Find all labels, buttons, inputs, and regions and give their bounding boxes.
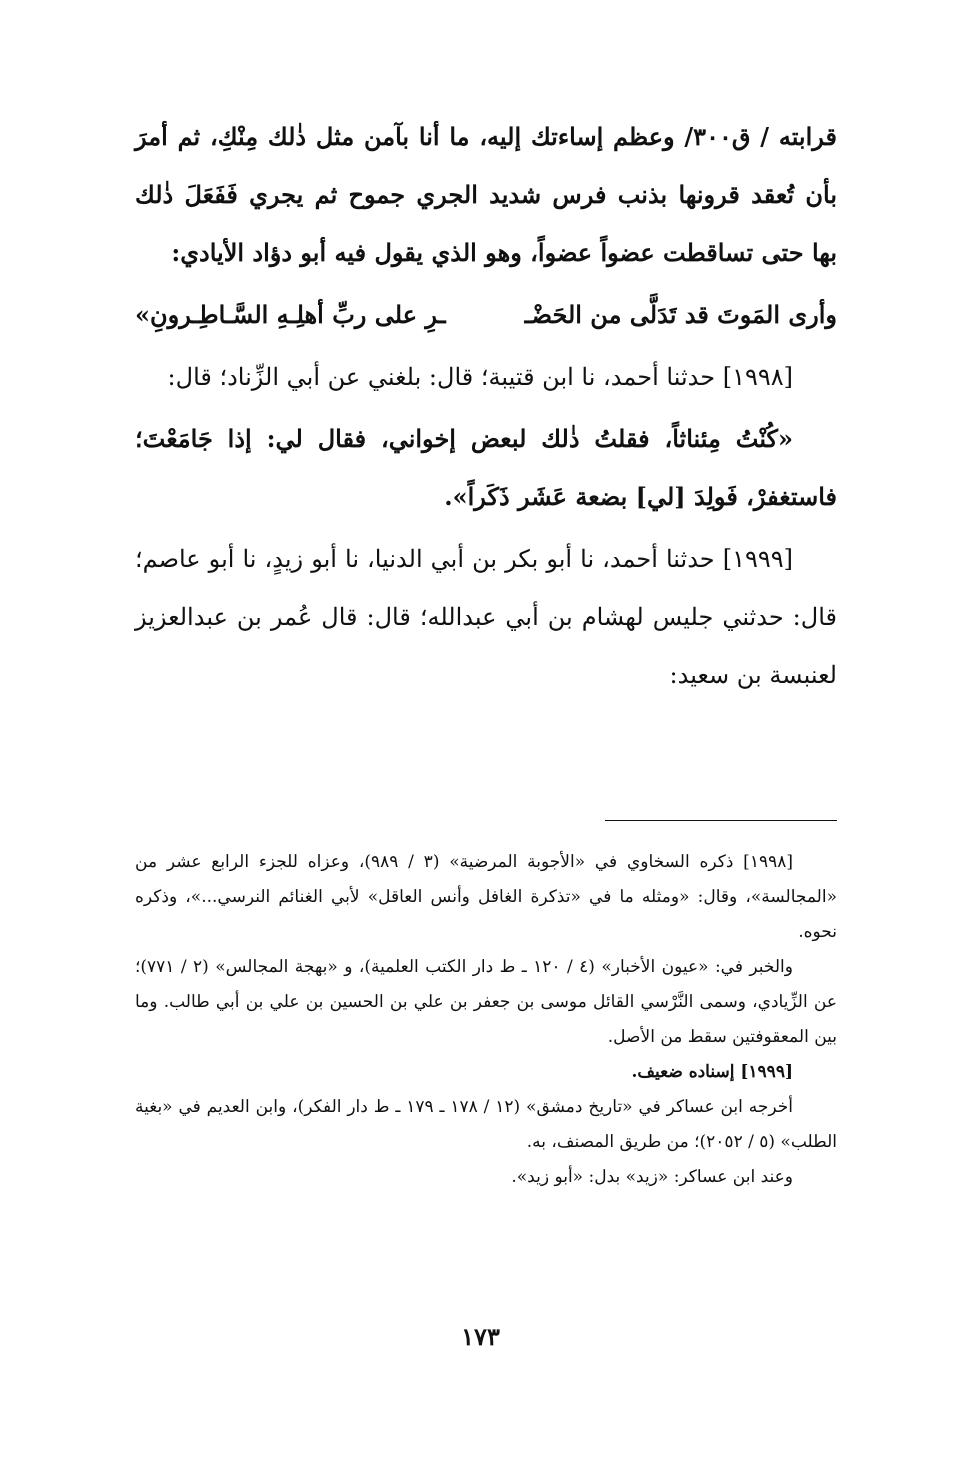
footnote-1999-grading: [١٩٩٩] إسناده ضعيف. xyxy=(631,1062,793,1082)
page-number: ١٧٣ xyxy=(461,1322,500,1351)
footnote-1998-references: والخبر في: «عيون الأخبار» (٤ / ١٢٠ ـ ط دار الكتب العلمية)، و «بهجة المجالس» (٢ / ٧٧١)؛ عن الزِّيادي، وسمى النَّرْسي القائل موسى بن جعفر بن علي بن الحسين بن علي بن أبي طالب. وما بين المعقوفتين سقط من الأصل. xyxy=(135,957,837,1047)
footnotes xyxy=(135,845,837,1195)
verse-second-hemistich: ـرِ على ربِّ أهلِـهِ السَّـاطِـرونِ» xyxy=(135,300,446,329)
paragraph-narration-1999: [١٩٩٩] حدثنا أحمد، نا أبو بكر بن أبي الدنيا، نا أبو زيدٍ، نا أبو عاصم؛ قال: حدثني جليس لهشام بن أبي عبدالله؛ قال: قال عُمر بن عبدالعزيز لعنبسة بن سعيد: xyxy=(135,545,837,689)
verse-first-hemistich: وأرى المَوتَ قد تَدَلَّى من الحَضْـ xyxy=(524,300,837,329)
footnote-1998-source: [١٩٩٨] ذكره السخاوي في «الأجوبة المرضية» (٣ / ٩٨٩)، وعزاه للجزء الرابع عشر من «المجالسة»، وقال: «ومثله ما في «تذكرة الغافل وأنس العاقل» لأبي الغنائم النرسي...»، وذكره نحوه. xyxy=(135,852,837,942)
main-text xyxy=(135,108,837,704)
footnote-1999-sources: أخرجه ابن عساكر في «تاريخ دمشق» (١٢ / ١٧٨ ـ ١٧٩ ـ ط دار الفكر)، وابن العديم في «بغية الطلب» (٥ / ٢٠٥٢)؛ من طريق المصنف، به. xyxy=(135,1097,837,1152)
paragraph-story-continuation: قرابته / ق٣٠٠/ وعظم إساءتك إليه، ما أنا بآمن مثل ذٰلك مِنْكِ، ثم أمرَ بأن تُعقد قرونها بذنب فرس شديد الجري جموح ثم يجري فَفَعَلَ ذٰلك بها حتى تساقطت عضواً عضواً، وهو الذي يقول فيه أبو دؤاد الأيادي: xyxy=(135,122,837,267)
footnote-1999-variant: وعند ابن عساكر: «زيد» بدل: «أبو زيد». xyxy=(511,1167,793,1187)
footnote-separator xyxy=(605,820,837,821)
poetry-verse xyxy=(135,286,837,344)
paragraph-narration-1998: [١٩٩٨] حدثنا أحمد، نا ابن قتيبة؛ قال: بلغني عن أبي الزِّناد؛ قال: xyxy=(167,363,793,391)
paragraph-quote-1998: «كُنْتُ مِئناثاً، فقلتُ ذٰلك لبعض إخواني، فقال لي: إذا جَامَعْتَ؛ فاستغفرْ، فَولِدَ [لي] بضعة عَشَر ذَكَراً». xyxy=(135,424,837,511)
